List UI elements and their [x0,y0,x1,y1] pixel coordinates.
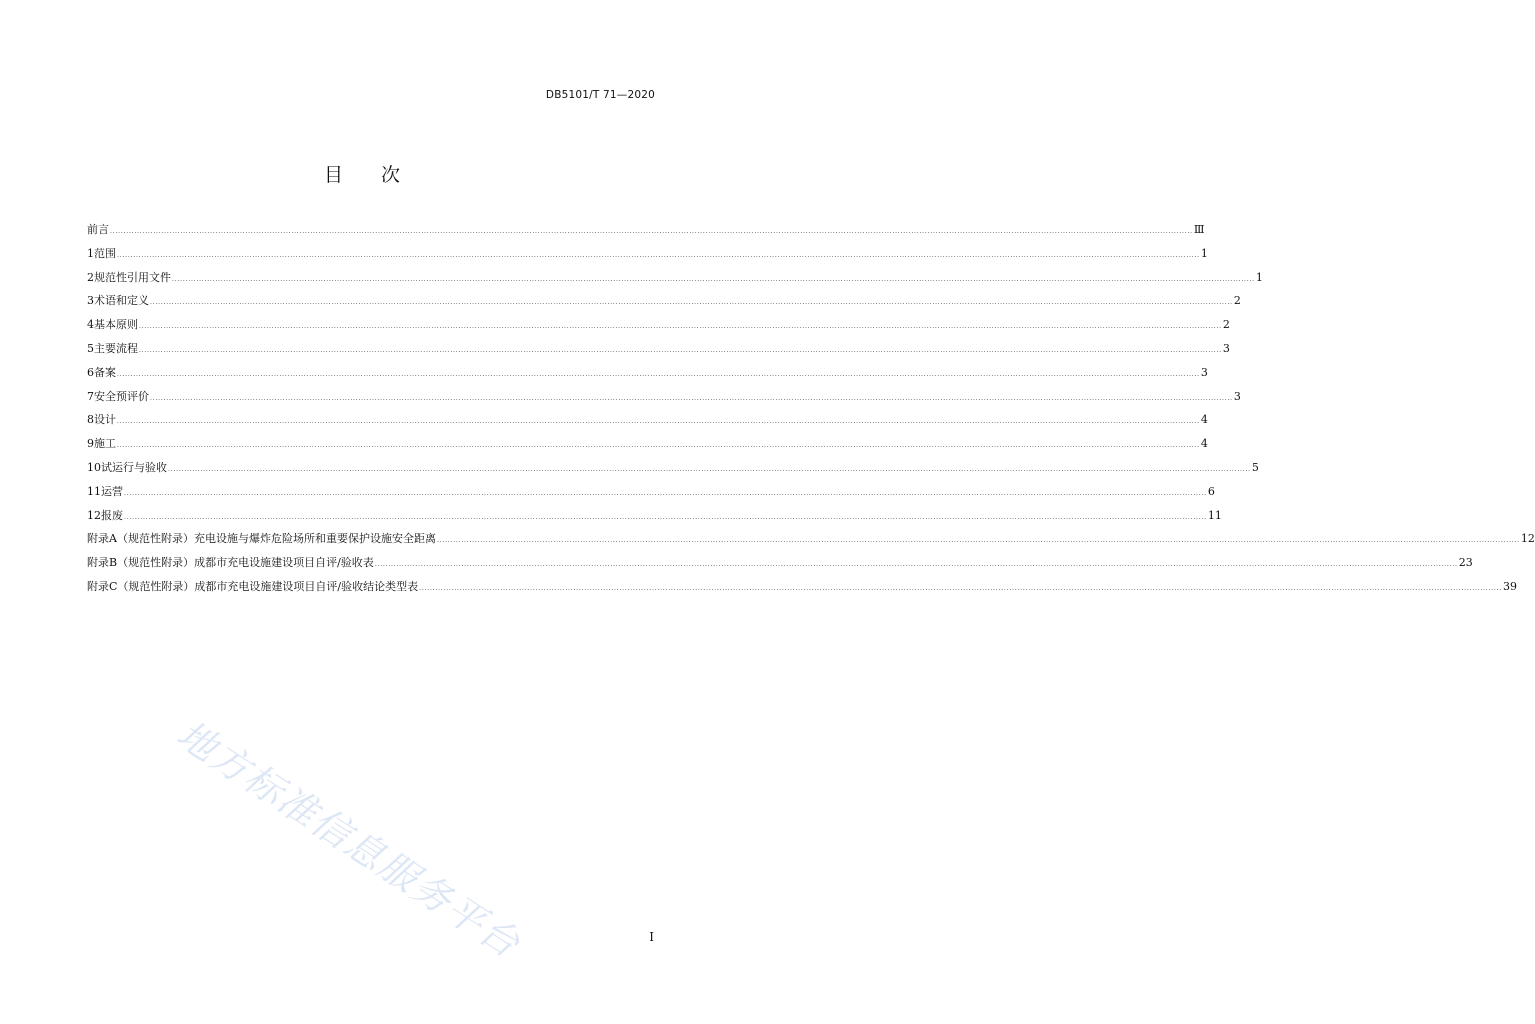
toc-entry-page: 3 [1233,389,1241,403]
toc-entry-page: Ⅲ [1193,223,1205,236]
toc-entry[interactable] [87,218,1205,242]
toc-entry[interactable] [87,432,1208,456]
toc-entry[interactable] [87,361,1208,385]
toc-entry[interactable] [87,527,1535,551]
toc-leader-dots: ................................................................................................................................................................................................................................................................................................................................................................................................................ [117,442,1200,450]
toc-entry[interactable] [87,266,1263,290]
toc-entry-number: 12 [87,508,101,522]
toc-leader-dots: ................................................................................................................................................................................................................................................................................................................................................................................................................ [139,346,1222,354]
toc-leader-dots: ................................................................................................................................................................................................................................................................................................................................................................................................................ [374,561,1458,569]
toc-leader-dots: ................................................................................................................................................................................................................................................................................................................................................................................................................ [150,299,1233,307]
toc-entry-page: 39 [1503,579,1518,593]
toc-entry-title: 主要流程 [94,341,138,355]
toc-entry[interactable] [87,575,1518,599]
toc-entry-title: 运营 [101,484,123,498]
document-code: DB5101/T 71—2020 [545,89,655,101]
title-char-2: 次 [381,164,401,186]
toc-entry-number: 10 [87,460,101,474]
toc-leader-dots: ................................................................................................................................................................................................................................................................................................................................................................................................................ [117,418,1200,426]
toc-entry[interactable] [87,504,1222,528]
toc-leader-dots: ................................................................................................................................................................................................................................................................................................................................................................................................................ [150,394,1233,402]
toc-leader-dots: ................................................................................................................................................................................................................................................................................................................................................................................................................ [117,251,1200,259]
toc-entry-title: 充电设施与爆炸危险场所和重要保护设施安全距离 [193,532,436,546]
toc-entry[interactable] [87,551,1473,575]
toc-entry-page: 1 [1200,246,1208,260]
toc-leader-dots: ................................................................................................................................................................................................................................................................................................................................................................................................................ [117,370,1200,378]
toc-entry-page: 3 [1222,341,1230,355]
toc-entry-page: 2 [1233,294,1241,308]
toc-entry-number: 1 [87,246,94,260]
toc-leader-dots: ................................................................................................................................................................................................................................................................................................................................................................................................................ [436,537,1520,545]
toc-entry[interactable] [87,456,1259,480]
toc-entry-number: 前 [87,223,98,236]
toc-leader-dots: ................................................................................................................................................................................................................................................................................................................................................................................................................ [419,584,1503,592]
toc-entry-title: 规范性引用文件 [94,270,171,284]
toc-leader-dots: ................................................................................................................................................................................................................................................................................................................................................................................................................ [172,275,1255,283]
toc-entry[interactable] [87,313,1230,337]
toc-entry-number: 9 [87,437,94,451]
toc-entry-title: 言 [98,223,109,236]
toc-entry-number: 3 [87,294,94,308]
toc-entry-title: 安全预评价 [94,389,149,403]
toc-entry-number: 7 [87,389,94,403]
toc-entry-page: 5 [1251,460,1259,474]
page-number: I [649,930,654,944]
toc-entry-number: 6 [87,365,94,379]
toc-entry[interactable] [87,289,1241,313]
toc-entry[interactable] [87,408,1208,432]
toc-entry-number: 附录B（规范性附录） [87,556,195,570]
toc-entry-title: 基本原则 [94,318,138,332]
toc-entry[interactable] [87,242,1208,266]
toc-entry-title: 术语和定义 [94,294,149,308]
toc-entry-number: 4 [87,318,94,332]
toc-entry-number: 5 [87,341,94,355]
title-char-1: 目 [323,164,343,186]
toc-entry-title: 施工 [94,437,116,451]
toc-entry-page: 6 [1207,484,1215,498]
table-of-contents [87,218,1535,599]
toc-leader-dots: ................................................................................................................................................................................................................................................................................................................................................................................................................ [139,323,1222,331]
toc-entry-title: 备案 [94,365,116,379]
toc-entry-number: 8 [87,413,94,427]
toc-entry-title: 设计 [94,413,116,427]
toc-entry-page: 2 [1222,318,1230,332]
toc-entry[interactable] [87,337,1230,361]
toc-entry-number: 11 [87,484,101,498]
toc-leader-dots: ................................................................................................................................................................................................................................................................................................................................................................................................................ [110,228,1193,235]
toc-entry-number: 附录A（规范性附录） [87,532,194,546]
toc-entry-number: 附录C（规范性附录） [87,579,195,593]
page-title [0,160,724,187]
toc-entry-page: 4 [1200,413,1208,427]
toc-entry-page: 1 [1255,270,1263,284]
watermark: 地方标准信息服务平台 [169,711,529,967]
toc-entry[interactable] [87,385,1241,409]
toc-entry-page: 3 [1200,365,1208,379]
toc-entry-number: 2 [87,270,94,284]
toc-leader-dots: ................................................................................................................................................................................................................................................................................................................................................................................................................ [168,465,1251,473]
toc-entry-title: 试运行与验收 [101,460,167,474]
toc-entry-title: 报废 [101,508,123,522]
toc-entry-page: 11 [1207,508,1222,522]
toc-entry-page: 23 [1458,556,1473,570]
toc-entry[interactable] [87,480,1215,504]
toc-entry-title: 成都市充电设施建设项目自评/验收表 [194,556,374,570]
toc-leader-dots: ................................................................................................................................................................................................................................................................................................................................................................................................................ [124,489,1207,497]
toc-entry-page: 12 [1520,532,1535,546]
toc-entry-title: 成都市充电设施建设项目自评/验收结论类型表 [194,579,419,593]
toc-leader-dots: ................................................................................................................................................................................................................................................................................................................................................................................................................ [124,513,1207,521]
toc-entry-page: 4 [1200,437,1208,451]
toc-entry-title: 范围 [94,246,116,260]
